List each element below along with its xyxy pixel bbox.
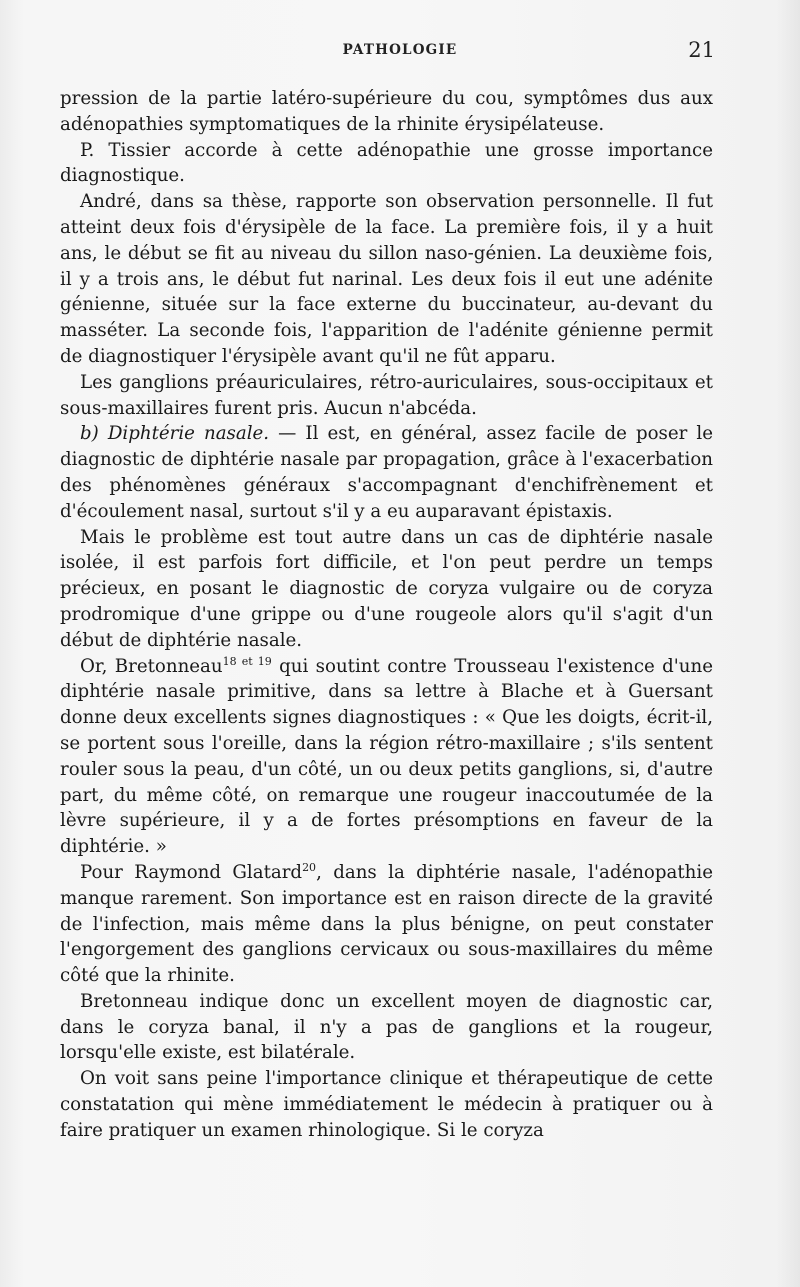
reference-20: 20: [302, 860, 317, 874]
paragraph-3: André, dans sa thèse, rapporte son observation personnelle. Il fut atteint deux fois d'érysipèle de la face. La première fois, il y a huit ans, le début se fit au niveau du sillon naso-génien. La deuxième fois, il y a trois ans, le début fut narinal. Les deux fois il eut une adénite génienne, située sur la face externe du buccinateur, au-devant du masséter. La seconde fois, l'apparition de l'adénite génienne permit de diagnostiquer l'érysipèle avant qu'il ne fût apparu.: [60, 191, 713, 367]
running-header: [0, 40, 800, 64]
paragraph-7: [60, 654, 713, 860]
paragraph-8-text: , dans la diphtérie nasale, l'adénopathie manque rarement. Son importance est en raison directe de la gravité de l'infection, mais même dans la plus bénigne, on peut constater l'engorgement des ganglions cervicaux ou sous-maxillaires du même côté que la rhinite.: [60, 861, 713, 987]
paragraph-1: pression de la partie latéro-supérieure du cou, symptômes dus aux adénopathies symptomatiques de la rhinite érysipélateuse.: [60, 88, 713, 135]
paragraph-7-text: qui soutint contre Trousseau l'existence d'une diphtérie nasale primitive, dans sa lettre à Blache et à Guersant donne deux excellents signes diagnostiques : « Que les doigts, écrit-il, se portent sous l'oreille, dans la région rétro-maxillaire ; s'ils sentent rouler sous la peau, d'un côté, un ou deux petits ganglions, si, d'autre part, du même côté, on remarque une rougeur inaccoutumée de la lèvre supérieure, il y a de fortes présomptions en faveur de la diphtérie. »: [60, 655, 714, 858]
running-title: PATHOLOGIE: [342, 42, 458, 58]
paragraph-10: On voit sans peine l'importance clinique et thérapeutique de cette constatation qui mène immédiatement le médecin à pratiquer ou à faire pratiquer un examen rhinologique. Si le coryza: [60, 1068, 713, 1141]
body-text: [60, 86, 713, 1144]
paragraph-5-text: — Il est, en général, assez facile de poser le diagnostic de diphtérie nasale par propagation, grâce à l'exacerbation des phénomènes généraux s'accompagnant d'enchifrènement et d'écoulement nasal, surtout s'il y a eu auparavant épistaxis.: [60, 423, 713, 522]
paragraph-7-lead: Or, Bretonneau: [80, 655, 223, 677]
section-heading: Diphtérie nasale.: [107, 423, 270, 445]
section-label: b): [80, 423, 99, 445]
paragraph-8: [60, 860, 713, 989]
paragraph-4: Les ganglions préauriculaires, rétro-auriculaires, sous-occipitaux et sous-maxillaires furent pris. Aucun n'abcéda.: [60, 371, 713, 419]
paragraph-9: Bretonneau indique donc un excellent moyen de diagnostic car, dans le coryza banal, il n'y a pas de ganglions et la rougeur, lorsqu'elle existe, est bilatérale.: [60, 990, 713, 1064]
paragraph-6: Mais le problème est tout autre dans un cas de diphtérie nasale isolée, il est parfois fort difficile, et l'on peut perdre un temps précieux, en posant le diagnostic de coryza vulgaire ou de coryza prodromique d'une grippe ou d'une rougeole alors qu'il s'agit d'un début de diphtérie nasale.: [60, 526, 713, 651]
reference-18-19: 18 et 19: [222, 654, 272, 668]
page-number: 21: [688, 38, 715, 62]
paragraph-8-lead: Pour Raymond Glatard: [80, 861, 303, 883]
paragraph-5: [60, 421, 713, 524]
paragraph-2: P. Tissier accorde à cette adénopathie une grosse importance diagnostique.: [60, 139, 713, 187]
